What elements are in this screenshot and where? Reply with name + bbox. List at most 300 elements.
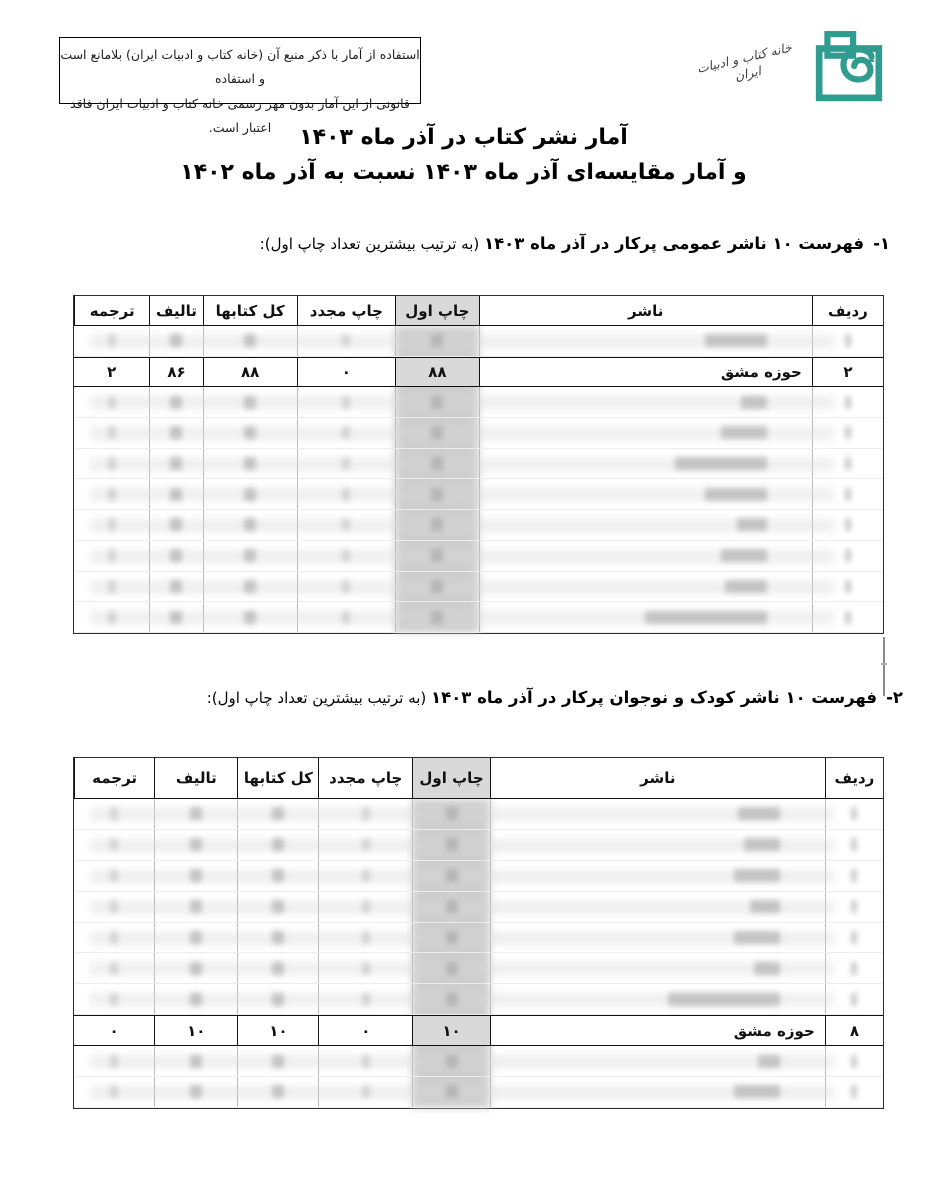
header-kol-ketabha: کل کتابها — [237, 758, 318, 798]
cell-radif — [812, 418, 883, 448]
redacted-text-blob — [362, 993, 370, 1006]
redacted-text-blob — [851, 838, 857, 851]
cell-chap-mojaddad — [297, 479, 396, 509]
redacted-text-blob — [244, 426, 256, 439]
redacted-text-blob — [108, 396, 116, 409]
header-nasher: ناشر — [479, 296, 812, 325]
cell-nasher — [490, 923, 825, 953]
redacted-text-blob — [170, 549, 182, 562]
cell-chap-mojaddad — [297, 602, 396, 632]
cell-kol-ketabha — [237, 892, 318, 922]
cell-talif — [154, 984, 237, 1014]
redacted-text-blob — [362, 931, 370, 944]
cell-nasher — [490, 953, 825, 983]
header-chap-aval: چاپ اول — [395, 296, 478, 325]
cell-talif — [149, 387, 202, 417]
redacted-text-blob — [431, 611, 443, 624]
redacted-text-blob — [110, 993, 118, 1006]
redacted-text-blob — [750, 900, 780, 913]
cell-radif — [812, 510, 883, 540]
redacted-text-blob — [362, 962, 370, 975]
cell-chap-aval — [395, 326, 478, 356]
logo-wordmark: خانه کتاب و ادبیات ایران — [695, 39, 794, 84]
redacted-text-blob — [190, 1055, 202, 1068]
publisher-row-visible — [74, 1015, 883, 1046]
cell-chap-aval — [395, 541, 478, 571]
cell-chap-aval: ۱۰ — [412, 1016, 490, 1045]
cell-tarjome — [74, 479, 149, 509]
cell-radif — [812, 387, 883, 417]
redacted-row — [74, 449, 883, 480]
redacted-text-blob — [342, 426, 350, 439]
cell-talif — [149, 418, 202, 448]
cell-tarjome: ۰ — [109, 1021, 119, 1040]
cell-kol-ketabha — [237, 1046, 318, 1076]
redacted-text-blob — [675, 457, 767, 470]
cell-talif — [154, 830, 237, 860]
disclaimer-line2: قانونی از این آمار بدون مهر رسمی خانه کتاب و ادبیات ایران فاقد اعتبار است. — [70, 95, 410, 136]
cell-chap-mojaddad: ۰ — [297, 358, 396, 387]
redacted-text-blob — [851, 962, 857, 975]
redacted-text-blob — [741, 396, 767, 409]
table-header-row — [74, 758, 883, 799]
cell-kol-ketabha — [203, 602, 297, 632]
children-publishers-table — [73, 757, 884, 1109]
cell-chap-aval — [412, 923, 490, 953]
cell-kol-ketabha: ۸۸ — [203, 358, 297, 387]
cell-chap-aval — [412, 953, 490, 983]
redacted-row — [74, 1077, 883, 1108]
cell-tarjome — [74, 830, 154, 860]
redacted-row — [74, 953, 883, 984]
redacted-text-blob — [758, 1055, 780, 1068]
cell-chap-aval — [395, 479, 478, 509]
cell-chap-mojaddad — [318, 1046, 412, 1076]
header-radif: ردیف — [812, 296, 883, 325]
redacted-text-blob — [190, 900, 202, 913]
section2-heading-tail: (به ترتیب بیشترین تعداد چاپ اول): — [206, 689, 432, 707]
redacted-text-blob — [110, 807, 118, 820]
redacted-text-blob — [851, 807, 857, 820]
cell-talif — [149, 541, 202, 571]
cell-kol-ketabha — [237, 953, 318, 983]
cell-chap-mojaddad — [318, 892, 412, 922]
cell-kol-ketabha — [203, 326, 297, 356]
redacted-text-blob — [725, 580, 767, 593]
header-talif: تالیف — [154, 758, 237, 798]
cell-radif — [825, 861, 883, 891]
cell-tarjome — [74, 418, 149, 448]
redacted-text-blob — [272, 807, 284, 820]
redacted-text-blob — [190, 993, 202, 1006]
cell-radif — [825, 1046, 883, 1076]
redacted-row — [74, 1046, 883, 1077]
cell-radif — [812, 449, 883, 479]
disclaimer-line1: استفاده از آمار با ذکر منبع آن (خانه کتاب و ادبیات ایران) بلامانع است و استفاده — [60, 47, 420, 87]
redacted-text-blob — [668, 993, 780, 1006]
cell-chap-aval — [395, 510, 478, 540]
redacted-text-blob — [342, 457, 350, 470]
redacted-text-blob — [272, 993, 284, 1006]
cell-nasher — [479, 418, 812, 448]
redacted-text-blob — [272, 1055, 284, 1068]
cell-kol-ketabha — [237, 1077, 318, 1107]
redacted-row — [74, 830, 883, 861]
redacted-text-blob — [110, 962, 118, 975]
cell-chap-aval — [412, 861, 490, 891]
cell-nasher — [490, 830, 825, 860]
redacted-text-blob — [190, 931, 202, 944]
cell-tarjome: ۲ — [107, 363, 117, 382]
redacted-text-blob — [170, 426, 182, 439]
cell-nasher — [479, 387, 812, 417]
redacted-text-blob — [431, 396, 443, 409]
table-header-row — [74, 296, 883, 326]
redacted-text-blob — [734, 931, 780, 944]
cell-radif — [825, 799, 883, 829]
cell-chap-aval — [412, 984, 490, 1014]
redacted-text-blob — [108, 611, 116, 624]
redacted-row — [74, 984, 883, 1015]
cell-radif: ۲ — [812, 358, 883, 387]
cell-tarjome — [74, 892, 154, 922]
cell-radif — [825, 984, 883, 1014]
redacted-text-blob — [721, 549, 767, 562]
cell-tarjome — [74, 1077, 154, 1107]
redacted-row — [74, 479, 883, 510]
cell-kol-ketabha — [237, 984, 318, 1014]
redacted-text-blob — [851, 869, 857, 882]
cell-nasher — [479, 326, 812, 356]
cell-kol-ketabha — [237, 861, 318, 891]
cell-tarjome — [74, 387, 149, 417]
redacted-text-blob — [431, 426, 443, 439]
cell-nasher — [490, 1046, 825, 1076]
redacted-row — [74, 923, 883, 954]
redacted-text-blob — [110, 931, 118, 944]
cell-nasher — [490, 799, 825, 829]
redacted-text-blob — [110, 838, 118, 851]
redacted-text-blob — [845, 396, 851, 409]
redacted-text-blob — [170, 457, 182, 470]
cell-kol-ketabha — [237, 799, 318, 829]
redacted-text-blob — [734, 1085, 780, 1098]
redacted-text-blob — [446, 900, 458, 913]
redacted-text-blob — [705, 334, 767, 347]
cell-radif: ۸ — [825, 1016, 883, 1045]
redacted-text-blob — [362, 807, 370, 820]
redacted-text-blob — [851, 931, 857, 944]
redacted-row — [74, 510, 883, 541]
redacted-text-blob — [170, 518, 182, 531]
redacted-text-blob — [446, 807, 458, 820]
cell-radif — [812, 479, 883, 509]
cell-nasher — [479, 479, 812, 509]
cell-kol-ketabha — [237, 923, 318, 953]
cell-tarjome — [74, 799, 154, 829]
cell-chap-mojaddad — [318, 984, 412, 1014]
redacted-text-blob — [851, 1085, 857, 1098]
redacted-text-blob — [190, 807, 202, 820]
redacted-text-blob — [342, 518, 350, 531]
cell-tarjome — [74, 1046, 154, 1076]
cell-nasher: حوزه مشق — [490, 1016, 825, 1045]
redacted-text-blob — [431, 518, 443, 531]
cell-chap-aval — [412, 799, 490, 829]
redacted-text-blob — [244, 580, 256, 593]
general-publishers-table — [73, 295, 884, 634]
redacted-text-blob — [362, 900, 370, 913]
cell-chap-mojaddad: ۰ — [318, 1016, 412, 1045]
redacted-text-blob — [362, 1055, 370, 1068]
cell-tarjome — [74, 326, 149, 356]
redacted-text-blob — [342, 334, 350, 347]
cell-tarjome — [74, 861, 154, 891]
redacted-text-blob — [108, 518, 116, 531]
cell-kol-ketabha — [203, 541, 297, 571]
redacted-text-blob — [738, 807, 780, 820]
cell-tarjome — [74, 572, 149, 602]
redacted-text-blob — [108, 334, 116, 347]
cell-talif — [149, 510, 202, 540]
redacted-text-blob — [721, 426, 767, 439]
book-house-logo-icon — [813, 30, 884, 102]
redacted-text-blob — [272, 838, 284, 851]
header-chap-mojaddad: چاپ مجدد — [318, 758, 412, 798]
header-tarjome: ترجمه — [74, 758, 154, 798]
redacted-text-blob — [851, 1055, 857, 1068]
section1-heading-tail: (به ترتیب بیشترین تعداد چاپ اول): — [259, 235, 485, 253]
title-line2: و آمار مقایسه‌ای آذر ماه ۱۴۰۳ نسبت به آذر ماه ۱۴۰۲ — [180, 160, 747, 185]
redacted-row — [74, 387, 883, 418]
cell-talif — [149, 479, 202, 509]
cell-chap-mojaddad — [297, 572, 396, 602]
section1-heading — [260, 234, 890, 253]
cell-nasher — [479, 572, 812, 602]
cell-kol-ketabha — [203, 572, 297, 602]
title-line1: آمار نشر کتاب در آذر ماه ۱۴۰۳ — [299, 125, 628, 150]
redacted-text-blob — [272, 900, 284, 913]
cell-kol-ketabha — [237, 830, 318, 860]
redacted-text-blob — [845, 457, 851, 470]
redacted-text-blob — [845, 549, 851, 562]
redacted-text-blob — [244, 396, 256, 409]
redacted-text-blob — [342, 611, 350, 624]
organization-logo — [682, 26, 887, 110]
redacted-text-blob — [446, 993, 458, 1006]
redacted-text-blob — [170, 396, 182, 409]
cell-nasher — [479, 602, 812, 632]
cell-nasher: حوزه مشق — [479, 358, 812, 387]
redacted-text-blob — [845, 518, 851, 531]
header-chap-mojaddad: چاپ مجدد — [297, 296, 396, 325]
cell-talif — [149, 449, 202, 479]
redacted-text-blob — [272, 931, 284, 944]
cell-chap-mojaddad — [297, 449, 396, 479]
redacted-text-blob — [431, 488, 443, 501]
redacted-text-blob — [244, 611, 256, 624]
page-title — [0, 120, 927, 190]
table-body — [74, 799, 883, 1108]
redacted-text-blob — [754, 962, 780, 975]
redacted-text-blob — [108, 580, 116, 593]
redacted-row — [74, 861, 883, 892]
cell-talif — [149, 326, 202, 356]
redacted-row — [74, 892, 883, 923]
redacted-text-blob — [431, 549, 443, 562]
redacted-text-blob — [110, 900, 118, 913]
cell-chap-mojaddad — [318, 830, 412, 860]
cell-chap-aval — [412, 892, 490, 922]
redacted-text-blob — [170, 334, 182, 347]
header-tarjome: ترجمه — [74, 296, 149, 325]
cell-chap-mojaddad — [318, 799, 412, 829]
redacted-text-blob — [446, 1085, 458, 1098]
cell-talif — [154, 892, 237, 922]
cell-chap-mojaddad — [318, 923, 412, 953]
redacted-row — [74, 799, 883, 830]
redacted-text-blob — [845, 334, 851, 347]
header-talif: تالیف — [149, 296, 202, 325]
redacted-text-blob — [190, 869, 202, 882]
cell-talif: ۱۰ — [154, 1016, 237, 1045]
cell-chap-aval — [395, 387, 478, 417]
section2-heading-bold: فهرست ۱۰ ناشر کودک و نوجوان پرکار در آذر ماه ۱۴۰۳ — [431, 688, 878, 707]
cell-talif: ۸۶ — [149, 358, 202, 387]
table-body — [74, 326, 883, 633]
redacted-text-blob — [244, 549, 256, 562]
redacted-text-blob — [362, 869, 370, 882]
redacted-text-blob — [244, 334, 256, 347]
redacted-text-blob — [272, 962, 284, 975]
redacted-text-blob — [244, 518, 256, 531]
redacted-row — [74, 572, 883, 603]
redacted-text-blob — [446, 838, 458, 851]
header-nasher: ناشر — [490, 758, 825, 798]
cell-talif — [154, 923, 237, 953]
publisher-row-visible — [74, 357, 883, 388]
redacted-text-blob — [244, 457, 256, 470]
cell-radif — [812, 326, 883, 356]
redacted-text-blob — [108, 457, 116, 470]
cell-radif — [812, 541, 883, 571]
redacted-row — [74, 541, 883, 572]
cell-chap-mojaddad — [297, 510, 396, 540]
cell-chap-mojaddad — [297, 541, 396, 571]
redacted-text-blob — [342, 396, 350, 409]
redacted-text-blob — [446, 1055, 458, 1068]
cell-chap-aval — [395, 572, 478, 602]
redacted-text-blob — [342, 549, 350, 562]
redacted-text-blob — [845, 426, 851, 439]
redacted-text-blob — [342, 580, 350, 593]
header-radif: ردیف — [825, 758, 883, 798]
redacted-text-blob — [110, 869, 118, 882]
redacted-text-blob — [342, 488, 350, 501]
cell-chap-mojaddad — [318, 953, 412, 983]
cell-nasher — [479, 541, 812, 571]
redacted-row — [74, 602, 883, 633]
cell-tarjome — [74, 602, 149, 632]
redacted-text-blob — [362, 1085, 370, 1098]
cell-kol-ketabha — [203, 510, 297, 540]
redacted-text-blob — [190, 1085, 202, 1098]
redacted-text-blob — [744, 838, 780, 851]
cell-chap-aval — [395, 449, 478, 479]
cell-talif — [154, 953, 237, 983]
cell-chap-aval: ۸۸ — [395, 358, 478, 387]
redacted-text-blob — [170, 611, 182, 624]
cell-radif — [825, 892, 883, 922]
section1-heading-bold: فهرست ۱۰ ناشر عمومی پرکار در آذر ماه ۱۴۰۳ — [484, 234, 865, 253]
redacted-text-blob — [431, 457, 443, 470]
redacted-text-blob — [431, 334, 443, 347]
redacted-text-blob — [190, 838, 202, 851]
redacted-text-blob — [645, 611, 767, 624]
redacted-text-blob — [272, 869, 284, 882]
redacted-text-blob — [845, 488, 851, 501]
cell-chap-mojaddad — [297, 326, 396, 356]
cell-radif — [825, 923, 883, 953]
redacted-text-blob — [845, 580, 851, 593]
redacted-text-blob — [446, 931, 458, 944]
cell-tarjome — [74, 510, 149, 540]
redacted-text-blob — [431, 580, 443, 593]
cell-talif — [149, 572, 202, 602]
cell-chap-mojaddad — [297, 418, 396, 448]
cell-nasher — [490, 861, 825, 891]
section2-number: ۲- — [886, 688, 903, 707]
redacted-text-blob — [108, 426, 116, 439]
redacted-text-blob — [272, 1085, 284, 1098]
cell-kol-ketabha — [203, 418, 297, 448]
cell-talif — [149, 602, 202, 632]
cell-tarjome — [74, 984, 154, 1014]
disclaimer-box — [59, 37, 421, 136]
cell-nasher — [490, 1077, 825, 1107]
cell-chap-aval — [395, 418, 478, 448]
section1-number: ۱- — [873, 234, 890, 253]
cell-kol-ketabha — [203, 479, 297, 509]
cell-radif — [825, 830, 883, 860]
redacted-text-blob — [851, 900, 857, 913]
cell-kol-ketabha — [203, 387, 297, 417]
redacted-text-blob — [446, 869, 458, 882]
cell-kol-ketabha — [203, 449, 297, 479]
cell-radif — [825, 1077, 883, 1107]
cell-talif — [154, 1077, 237, 1107]
cell-talif — [154, 1046, 237, 1076]
cell-chap-aval — [412, 1077, 490, 1107]
redacted-text-blob — [244, 488, 256, 501]
cell-chap-aval — [395, 602, 478, 632]
redacted-text-blob — [446, 962, 458, 975]
redacted-text-blob — [705, 488, 767, 501]
redacted-text-blob — [190, 962, 202, 975]
cell-tarjome — [74, 449, 149, 479]
cell-chap-mojaddad — [297, 387, 396, 417]
redacted-text-blob — [110, 1085, 118, 1098]
redacted-text-blob — [110, 1055, 118, 1068]
cell-nasher — [479, 510, 812, 540]
cell-tarjome — [74, 541, 149, 571]
redacted-row — [74, 418, 883, 449]
cell-chap-mojaddad — [318, 1077, 412, 1107]
section2-heading — [207, 688, 903, 707]
redacted-text-blob — [362, 838, 370, 851]
cell-talif — [154, 799, 237, 829]
cell-nasher — [490, 984, 825, 1014]
